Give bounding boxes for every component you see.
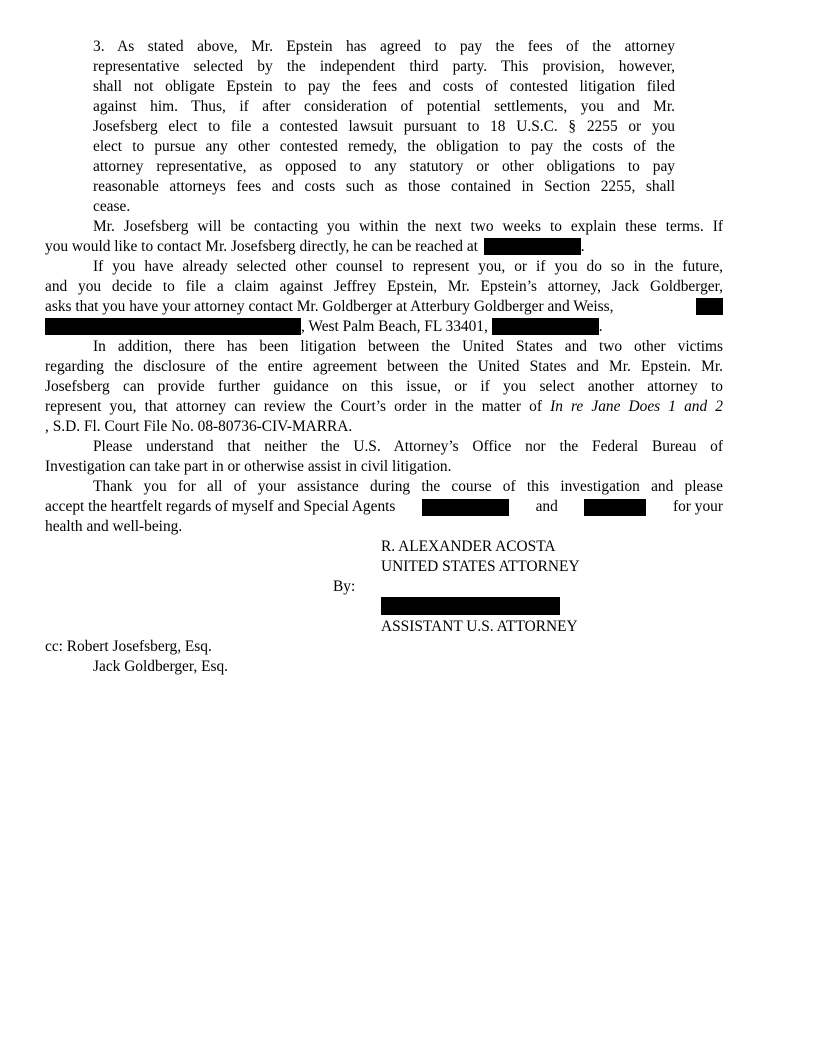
item-3-paragraph — [93, 37, 675, 217]
counsel-period: . — [598, 318, 603, 335]
counsel-text: asks that you have your attorney contact Mr. Goldberger at Atterbury Goldberger and Weiss, — [45, 298, 614, 315]
item-3-line: representative selected by the independent third party. This provision, however, — [93, 58, 675, 75]
signer-title: UNITED STATES ATTORNEY — [381, 558, 580, 575]
redacted-agent-name — [422, 499, 509, 516]
thanks-line: health and well-being. — [45, 518, 183, 535]
litigation-text: represent you, that attorney can review the Court’s order in the matter of — [45, 398, 551, 415]
item-3-line: attorney representative, as opposed to any statutory or other obligations to pay — [93, 158, 675, 175]
thanks-paragraph — [45, 477, 723, 537]
thanks-text-end: for your — [672, 498, 723, 515]
assistant-title: ASSISTANT U.S. ATTORNEY — [381, 618, 578, 635]
redacted-phone — [492, 318, 599, 335]
item-3-line: 3. As stated above, Mr. Epstein has agreed to pay the fees of the attorney — [93, 38, 675, 55]
litigation-paragraph — [45, 337, 723, 437]
thanks-line — [45, 497, 723, 517]
counsel-line — [45, 297, 723, 317]
item-3-line: Josefsberg elect to file a contested lawsuit pursuant to 18 U.S.C. § 2255 or you — [93, 118, 675, 135]
case-name: In re Jane Does 1 and 2 — [550, 398, 723, 415]
counsel-line — [45, 317, 723, 337]
thanks-text: accept the heartfelt regards of myself and Special Agents — [45, 498, 396, 515]
civil-paragraph — [45, 437, 723, 477]
litigation-line: Josefsberg can provide further guidance on this issue, or if you select another attorney to — [45, 378, 723, 395]
redacted-agent-name — [584, 499, 646, 516]
cc-line: cc: Robert Josefsberg, Esq. — [45, 638, 212, 655]
cc-line: Jack Goldberger, Esq. — [93, 658, 229, 675]
by-label: By: — [333, 578, 356, 595]
item-3-line: against him. Thus, if after consideration of potential settlements, you and Mr. — [93, 98, 675, 115]
item-3-line: shall not obligate Epstein to pay the fees and costs of contested litigation filed — [93, 78, 675, 95]
letter-body — [45, 217, 723, 537]
redacted-address-start — [696, 298, 723, 315]
item-3-line: elect to pursue any other contested remedy, the obligation to pay the costs of the — [93, 138, 675, 155]
thanks-line: Thank you for all of your assistance during the course of this investigation and please — [93, 478, 723, 495]
litigation-line: regarding the disclosure of the entire agreement between the United States and Mr. Epstein. Mr. — [45, 358, 723, 375]
redacted-address — [45, 318, 301, 335]
contact-text: you would like to contact Mr. Josefsberg directly, he can be reached at — [45, 238, 478, 255]
litigation-line: In addition, there has been litigation between the United States and two other victims — [93, 338, 723, 355]
item-3-line: cease. — [93, 198, 131, 215]
litigation-line: , S.D. Fl. Court File No. 08-80736-CIV-MARRA. — [45, 418, 353, 435]
civil-line: Please understand that neither the U.S. Attorney’s Office nor the Federal Bureau of — [93, 438, 723, 455]
counsel-city: , West Palm Beach, FL 33401, — [301, 318, 488, 335]
counsel-paragraph — [45, 257, 723, 337]
civil-line: Investigation can take part in or otherwise assist in civil litigation. — [45, 458, 452, 475]
contact-paragraph — [45, 217, 723, 257]
redacted-phone — [484, 238, 581, 255]
thanks-and: and — [535, 498, 558, 515]
item-3-line: reasonable attorneys fees and costs such as those contained in Section 2255, shall — [93, 178, 675, 195]
contact-line — [45, 237, 723, 257]
counsel-line: and you decide to file a claim against Jeffrey Epstein, Mr. Epstein’s attorney, Jack Goldberger, — [45, 278, 723, 295]
contact-line: Mr. Josefsberg will be contacting you within the next two weeks to explain these terms. If — [93, 218, 723, 235]
litigation-line — [45, 397, 723, 417]
signer-name: R. ALEXANDER ACOSTA — [381, 538, 556, 555]
contact-period: . — [580, 238, 585, 255]
redacted-signature — [381, 597, 560, 615]
counsel-line: If you have already selected other counsel to represent you, or if you do so in the future, — [93, 258, 723, 275]
